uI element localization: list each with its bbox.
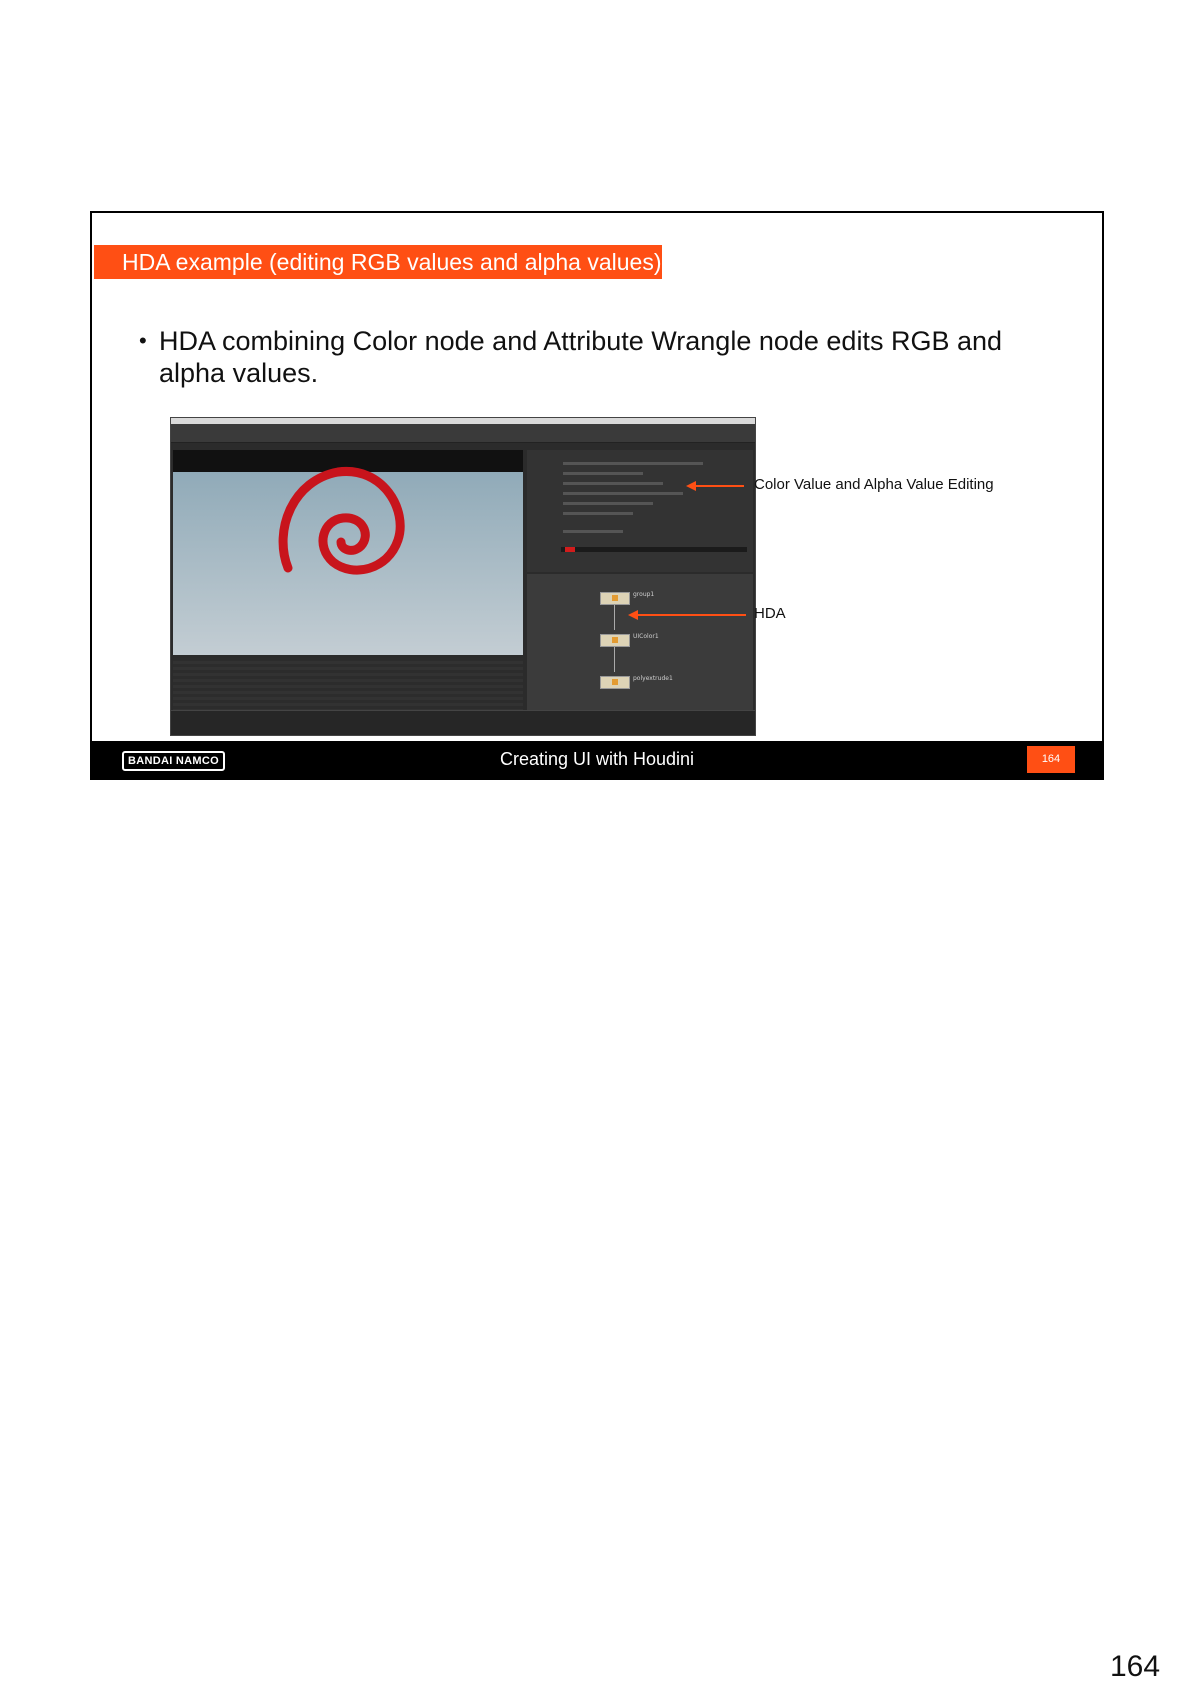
screenshot-timeline <box>171 710 755 736</box>
bullet-point <box>139 325 1049 389</box>
spiral-geometry <box>173 450 523 655</box>
houdini-screenshot <box>170 417 756 736</box>
slide-footer <box>92 741 1102 778</box>
page-number: 164 <box>1110 1650 1161 1683</box>
screenshot-parameter-pane <box>527 450 753 572</box>
callout-hda: HDA <box>754 605 786 622</box>
screenshot-network-view <box>527 574 753 710</box>
node-group1 <box>600 592 630 605</box>
param-row <box>563 492 683 495</box>
node-uicolor1 <box>600 634 630 647</box>
screenshot-viewport <box>173 450 523 655</box>
param-row <box>563 462 703 465</box>
slide-number-badge: 164 <box>1027 746 1075 773</box>
color-swatch <box>565 547 575 552</box>
node-label: UIColor1 <box>633 633 659 640</box>
screenshot-spreadsheet <box>173 658 523 710</box>
param-row <box>563 482 663 485</box>
screenshot-toolbar <box>171 424 755 443</box>
callout-color-edit: Color Value and Alpha Value Editing <box>754 476 994 493</box>
node-label: polyextrude1 <box>633 675 673 682</box>
callout-line <box>694 485 744 487</box>
footer-title: Creating UI with Houdini <box>499 749 695 769</box>
bullet-text: HDA combining Color node and Attribute Wrangle node edits RGB and alpha values. <box>159 326 1002 388</box>
node-label: group1 <box>633 591 655 598</box>
color-alpha-slider <box>561 547 747 552</box>
node-wire <box>614 644 615 672</box>
param-row <box>563 502 653 505</box>
bandai-namco-logo: BANDAI NAMCO <box>122 751 225 771</box>
node-wire <box>614 602 615 630</box>
slide-title: HDA example (editing RGB values and alpha values) <box>94 245 662 279</box>
node-polyextrude1 <box>600 676 630 689</box>
param-row <box>563 512 633 515</box>
bullet-dot-icon: • <box>139 328 147 353</box>
callout-line <box>636 614 746 616</box>
slide <box>90 211 1104 780</box>
param-row <box>563 530 623 533</box>
param-row <box>563 472 643 475</box>
